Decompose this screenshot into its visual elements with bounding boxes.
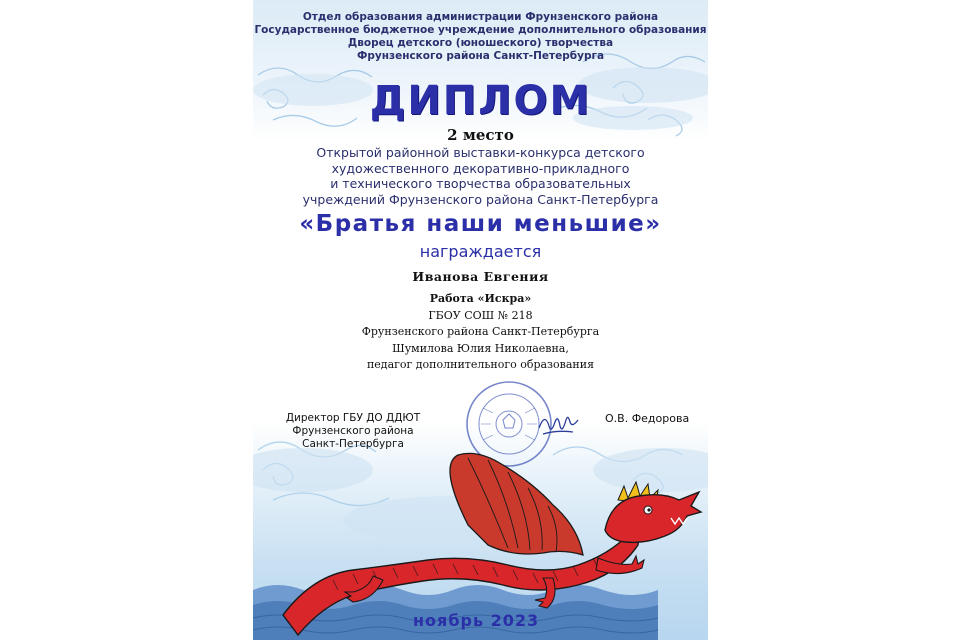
signature-icon — [535, 410, 585, 440]
dragon-illustration — [253, 440, 708, 640]
school-district: Фрунзенского района Санкт-Петербурга — [361, 325, 600, 338]
issuer-header — [253, 11, 708, 63]
contest-line-2: художественного декоративно-прикладного — [331, 160, 630, 176]
issuer-line-2: Государственное бюджетное учреждение дополнительного образования — [254, 24, 707, 36]
teacher-name: Шумилова Юлия Николаевна, — [392, 341, 569, 355]
diploma-title: ДИПЛОМ — [369, 78, 592, 124]
contest-description — [253, 145, 708, 207]
signatory-position-line-2: Фрунзенского района — [292, 425, 414, 437]
diploma-document — [253, 0, 708, 640]
signatory-name: О.В. Федорова — [605, 412, 690, 425]
issuer-line-3: Дворец детского (юношеского) творчества — [347, 37, 614, 49]
issuer-line-1: Отдел образования администрации Фрунзенского района — [302, 11, 659, 23]
place-label: 2 место — [447, 126, 514, 144]
school-name: ГБОУ СОШ № 218 — [428, 308, 533, 322]
diploma-date: ноябрь 2023 — [413, 611, 540, 630]
signatory-position-line-3: Санкт-Петербурга — [302, 438, 404, 450]
teacher-role: педагог дополнительного образования — [366, 358, 595, 371]
exhibition-name: «Братья наши меньшие» — [299, 211, 662, 237]
issuer-line-4: Фрунзенского района Санкт-Петербурга — [356, 50, 605, 62]
contest-line-4: учреждений Фрунзенского района Санкт-Петербурга — [302, 191, 659, 207]
work-details — [253, 291, 708, 374]
contest-line-1: Открытой районной выставки-конкурса детского — [316, 145, 645, 160]
contest-line-3: и технического творчества образовательных — [330, 176, 631, 191]
signatory-position-line-1: Директор ГБУ ДО ДДЮТ — [285, 412, 421, 424]
work-title: Работа «Искра» — [429, 292, 532, 305]
awarded-label: награждается — [419, 242, 542, 261]
awardee-name: Иванова Евгения — [412, 269, 549, 284]
